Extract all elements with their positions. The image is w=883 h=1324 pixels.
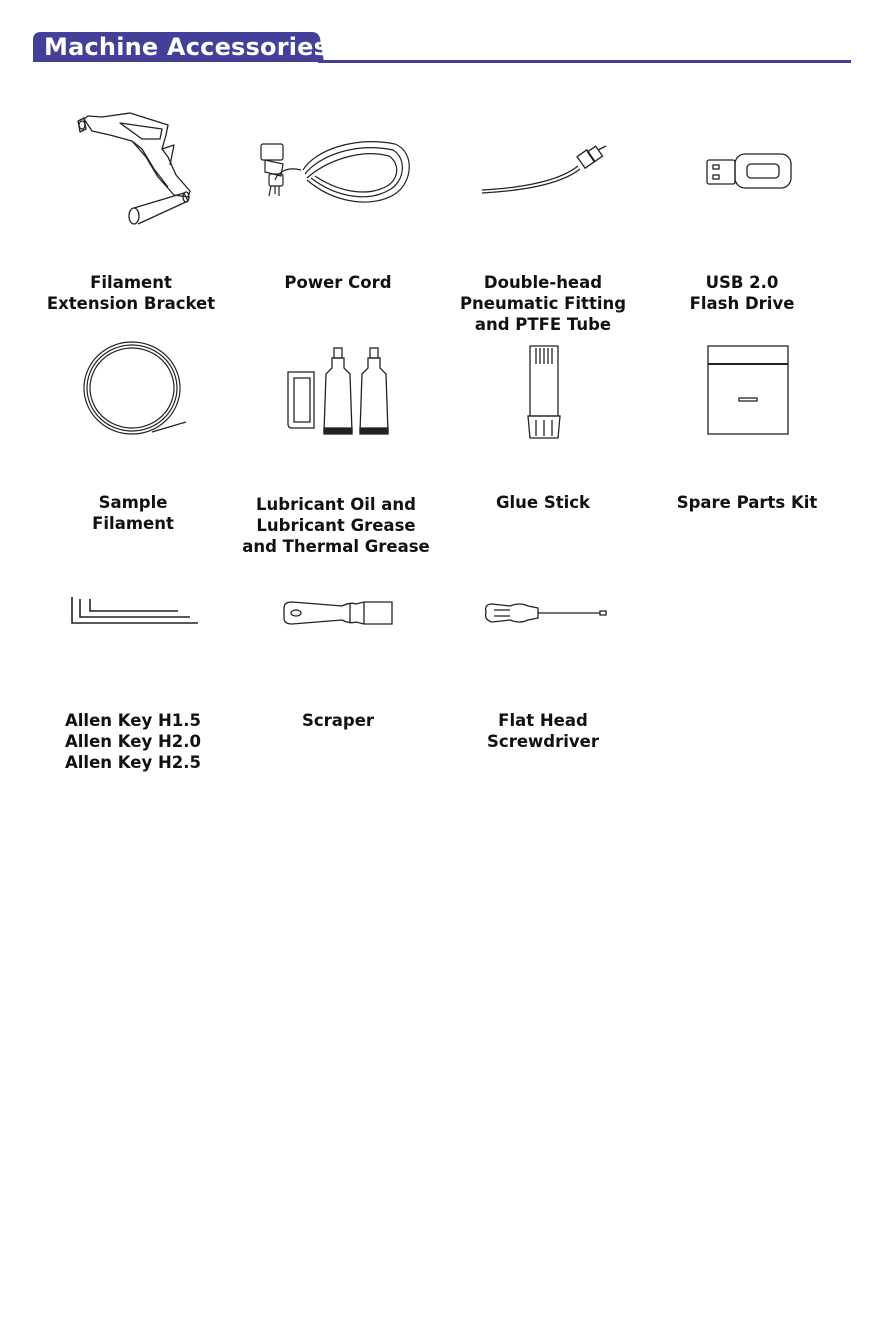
flat-head-screwdriver-icon (480, 598, 610, 628)
section-header (0, 0, 883, 70)
allen-key-icon (68, 595, 203, 630)
item-label: Scraper (301, 711, 375, 730)
usb-flash-drive-icon (705, 150, 795, 195)
page-title: Machine Accessories (44, 33, 329, 61)
item-label: Flat Head Screwdriver (487, 711, 599, 751)
item-label: Sample Filament (92, 493, 174, 533)
item-label: Double-head Pneumatic Fitting and PTFE Tube (459, 273, 627, 334)
item-label: Allen Key H1.5 Allen Key H2.0 Allen Key H2.5 (65, 711, 201, 772)
item-label: Lubricant Oil and Lubricant Grease and Thermal Grease (242, 495, 430, 556)
sample-filament-icon (80, 340, 190, 440)
power-cord-icon (255, 130, 415, 210)
item-label: Power Cord (284, 273, 392, 292)
item-label: Glue Stick (495, 493, 591, 512)
item-label: USB 2.0 Flash Drive (689, 273, 795, 313)
lubricant-tubes-icon (280, 340, 395, 440)
pneumatic-fitting-ptfe-tube-icon (478, 140, 618, 200)
filament-extension-bracket-icon (70, 105, 200, 235)
scraper-icon (280, 598, 400, 628)
spare-parts-kit-icon (706, 344, 792, 436)
item-label: Spare Parts Kit (676, 493, 818, 512)
item-label: Filament Extension Bracket (46, 273, 216, 313)
glue-stick-icon (524, 342, 564, 442)
